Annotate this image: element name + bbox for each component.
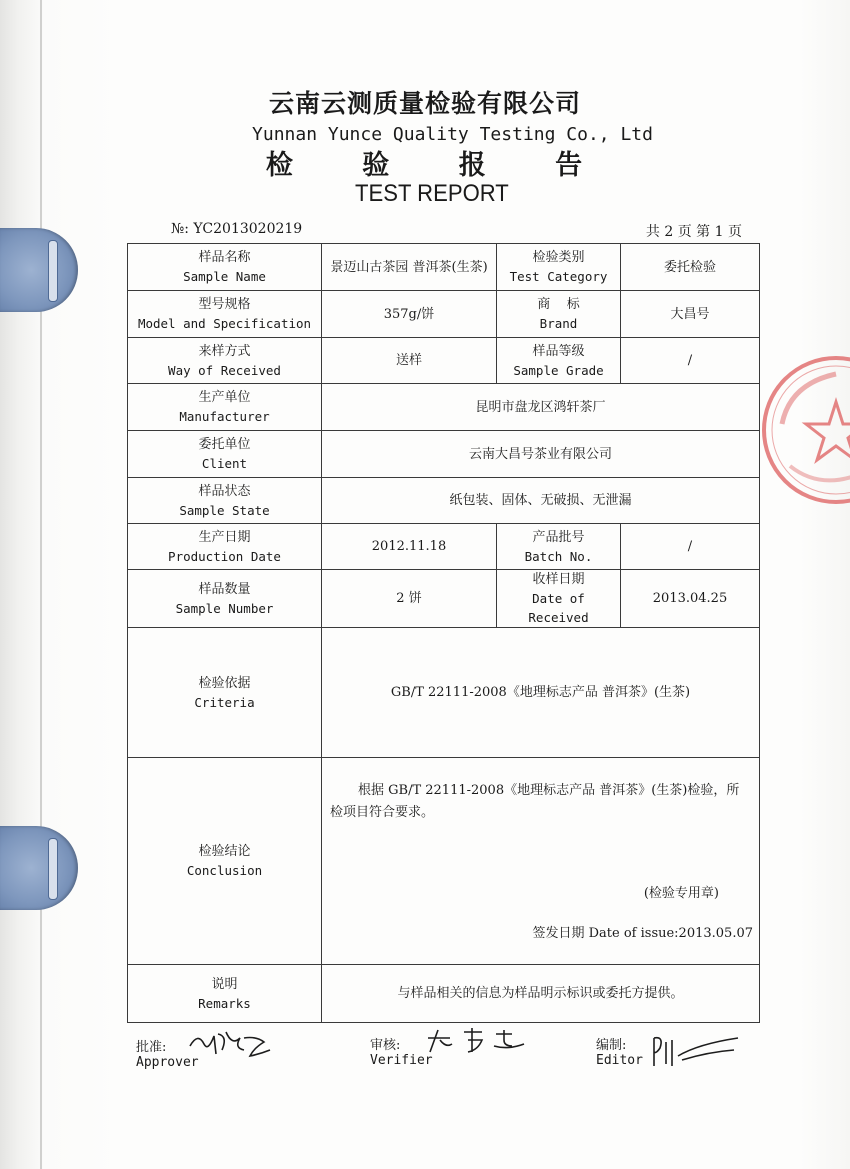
- editor-label-en: Editor: [596, 1053, 643, 1068]
- value-criteria: GB/T 22111-2008《地理标志产品 普洱茶》(生茶): [322, 628, 760, 758]
- binder-clip-bottom: [0, 826, 78, 910]
- row-sample-name: [128, 244, 760, 291]
- row-conclusion: [128, 758, 760, 965]
- company-name-cn: 云南云测质量检验有限公司: [268, 89, 581, 118]
- company-name-en: Yunnan Yunce Quality Testing Co., Ltd: [252, 124, 653, 145]
- value-model: 357g/饼: [322, 291, 497, 338]
- label-sample-grade: 样品等级 Sample Grade: [497, 338, 621, 384]
- row-way-received: [128, 338, 760, 384]
- editor-signature: [648, 1032, 740, 1070]
- label-sample-number: 样品数量 Sample Number: [128, 570, 322, 628]
- verifier-label-cn: 审核:: [370, 1038, 401, 1053]
- label-criteria: 检验依据 Criteria: [128, 628, 322, 758]
- approver-signature: [186, 1024, 272, 1064]
- value-batch-no: /: [621, 524, 760, 570]
- row-client: [128, 431, 760, 478]
- row-criteria: [128, 628, 760, 758]
- verifier-label-en: Verifier: [370, 1053, 433, 1068]
- label-client: 委托单位 Client: [128, 431, 322, 478]
- label-remarks: 说明 Remarks: [128, 965, 322, 1023]
- row-model: [128, 291, 760, 338]
- label-production-date: 生产日期 Production Date: [128, 524, 322, 570]
- approver-label-cn: 批准:: [136, 1040, 167, 1055]
- conclusion-text: 根据 GB/T 22111-2008《地理标志产品 普洱茶》(生茶)检验，所检项目符合要求。: [330, 783, 740, 820]
- value-manufacturer: 昆明市盘龙区鸿轩茶厂: [322, 384, 760, 431]
- value-brand: 大昌号: [621, 291, 760, 338]
- label-way-received: 来样方式 Way of Received: [128, 338, 322, 384]
- label-manufacturer: 生产单位 Manufacturer: [128, 384, 322, 431]
- label-sample-name: 样品名称 Sample Name: [128, 244, 322, 291]
- value-sample-name: 景迈山古茶园 普洱茶(生茶): [322, 244, 497, 291]
- label-test-category: 检验类别 Test Category: [497, 244, 621, 291]
- approver-label-en: Approver: [136, 1055, 199, 1070]
- editor-label-cn: 编制:: [596, 1038, 627, 1053]
- label-model: 型号规格 Model and Specification: [128, 291, 322, 338]
- label-brand: 商 标 Brand: [497, 291, 621, 338]
- page-count: 共 2 页 第 1 页: [645, 224, 742, 240]
- value-test-category: 委托检验: [621, 244, 760, 291]
- value-production-date: 2012.11.18: [322, 524, 497, 570]
- verifier-signature: [424, 1026, 528, 1058]
- value-conclusion: [322, 758, 760, 965]
- label-sample-state: 样品状态 Sample State: [128, 478, 322, 524]
- report-number: №: YC2013020219: [171, 221, 303, 237]
- report-title-en: TEST REPORT: [355, 180, 509, 207]
- row-manufacturer: [128, 384, 760, 431]
- value-sample-state: 纸包装、固体、无破损、无泄漏: [322, 478, 760, 524]
- report-table: [127, 243, 760, 1023]
- value-client: 云南大昌号茶业有限公司: [322, 431, 760, 478]
- label-conclusion: 检验结论 Conclusion: [128, 758, 322, 965]
- value-way-received: 送样: [322, 338, 497, 384]
- label-batch-no: 产品批号 Batch No.: [497, 524, 621, 570]
- report-title-cn: 检 验 报 告: [265, 150, 613, 181]
- value-date-received: 2013.04.25: [621, 570, 760, 628]
- value-sample-grade: /: [621, 338, 760, 384]
- label-date-received: 收样日期 Date of Received: [497, 570, 621, 628]
- row-sample-number: [128, 570, 760, 628]
- row-sample-state: [128, 478, 760, 524]
- seal-note: (检验专用章): [643, 886, 719, 901]
- issue-date: 签发日期 Date of issue:2013.05.07: [532, 926, 753, 941]
- editor-block: [596, 1034, 643, 1068]
- row-production-date: [128, 524, 760, 570]
- official-seal-stamp: [760, 354, 850, 506]
- value-sample-number: 2 饼: [322, 570, 497, 628]
- value-remarks: 与样品相关的信息为样品明示标识或委托方提供。: [322, 965, 760, 1023]
- binder-clip-top: [0, 228, 78, 312]
- row-remarks: [128, 965, 760, 1023]
